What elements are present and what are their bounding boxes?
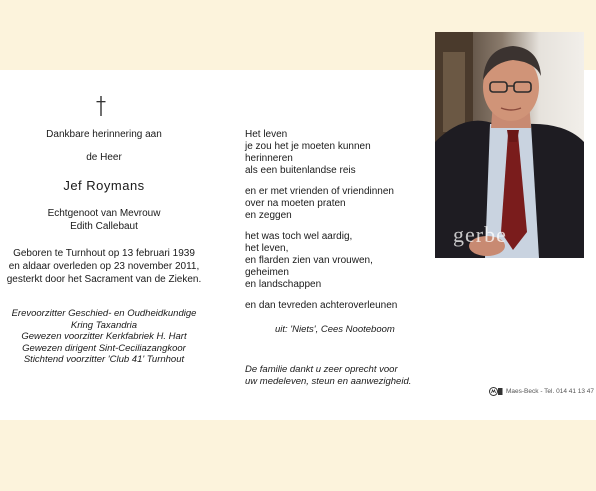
- poem-line: en flarden zien van vrouwen,: [245, 255, 373, 266]
- role-item: Erevoorzitter Geschied- en Oudheidkundige: [11, 308, 197, 319]
- role-item: Stichtend voorzitter 'Club 41' Turnhout: [23, 354, 185, 365]
- family-thanks-line: uw medeleven, steun en aanwezigheid.: [245, 376, 412, 387]
- role-item: Gewezen dirigent Sint-Ceciliazangkoor: [22, 342, 186, 354]
- role-item: Kring Taxandria: [70, 319, 138, 331]
- poem-line: je zou het je moeten kunnen: [245, 141, 371, 152]
- poem-stanza: [245, 300, 435, 312]
- poem-line: en landschappen: [245, 279, 322, 290]
- poem-line: en er met vrienden of vriendinnen: [245, 186, 394, 197]
- poem-line: over na moeten praten: [245, 198, 346, 209]
- printer-text: Maes-Beck - Tel. 014 41 13 47: [506, 388, 595, 395]
- deceased-name: Jef Roymans: [63, 178, 145, 193]
- title-prefix: de Heer: [86, 152, 122, 163]
- family-thanks-line: De familie dankt u zeer oprecht voor: [245, 364, 398, 375]
- poem-line: het leven,: [245, 243, 289, 254]
- poem-line: geheimen: [245, 267, 289, 278]
- printer-logo-icon: [489, 387, 503, 396]
- roles-list: [2, 308, 206, 366]
- spouse-label: Echtgenoot van Mevrouw: [47, 208, 161, 219]
- remembrance-line: Dankbare herinnering aan: [46, 129, 162, 140]
- sacrament-line: gesterkt door het Sacrament van de Zieken.: [6, 274, 202, 285]
- poem-line: herinneren: [245, 153, 293, 164]
- poem-line: en zeggen: [245, 210, 292, 221]
- poem-line: het was toch wel aardig,: [245, 231, 353, 242]
- poem-stanza: [245, 129, 435, 177]
- obituary-text: [2, 128, 206, 366]
- poem-line: als een buitenlandse reis: [245, 165, 356, 176]
- family-thanks: [245, 364, 445, 388]
- role-item: Gewezen voorzitter Kerkfabriek H. Hart: [21, 331, 187, 342]
- birth-line: Geboren te Turnhout op 13 februari 1939: [13, 248, 195, 259]
- cross-icon: [94, 96, 108, 116]
- poem-line: en dan tevreden achteroverleunen: [245, 300, 398, 311]
- spouse-name: Edith Callebaut: [70, 221, 138, 232]
- printer-credit: [489, 387, 594, 396]
- watermark-text: gerbe: [453, 222, 507, 247]
- poem: [245, 129, 435, 336]
- poem-line: Het leven: [245, 129, 288, 140]
- poem-stanza: [245, 231, 435, 291]
- poem-stanza: [245, 186, 435, 222]
- poem-source: uit: 'Niets', Cees Nooteboom: [275, 324, 395, 335]
- death-line: en aldaar overleden op 23 november 2011,: [8, 261, 200, 272]
